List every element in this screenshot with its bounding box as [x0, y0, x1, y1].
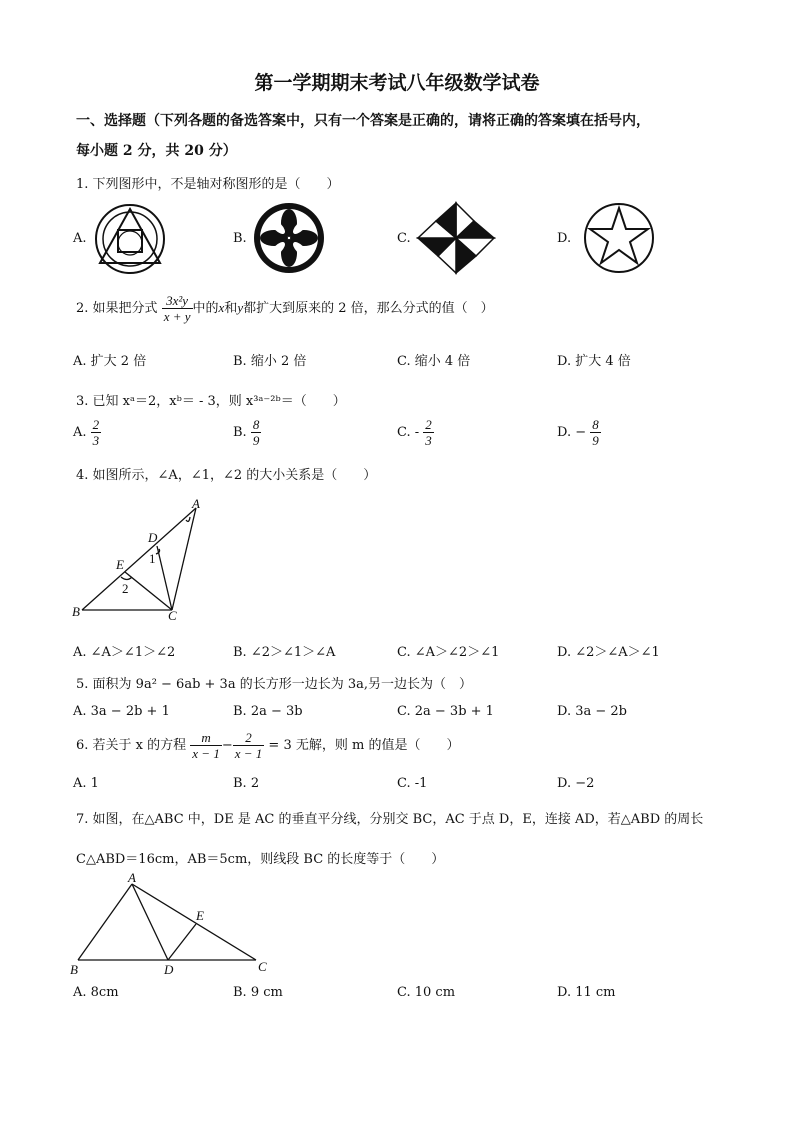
- q5-option-a: A. 3a − 2b + 1: [73, 704, 170, 719]
- q4-label-c: C: [168, 608, 177, 623]
- q6-option-a: A. 1: [73, 776, 99, 791]
- q1-option-c-label: C.: [397, 231, 411, 246]
- question-5-stem: 5. 面积为 9a² − 6ab + 3a 的长方形一边长为 3a,另一边长为（ ）: [76, 677, 472, 692]
- q7-label-e: E: [196, 908, 204, 923]
- q7-label-b: B: [70, 962, 78, 977]
- q6-fraction-1: [190, 730, 222, 761]
- q6-frac2-num: 2: [233, 730, 265, 746]
- q7-option-b: B. 9 cm: [233, 985, 283, 1000]
- q6-stem-before: 6. 若关于 x 的方程: [76, 738, 187, 753]
- q3-option-b: [233, 417, 261, 448]
- q3-a-den: 3: [92, 433, 100, 448]
- q2-stem-before: 2. 如果把分式: [76, 301, 158, 316]
- q6-option-c: C. -1: [397, 776, 428, 791]
- pinwheel-icon: [416, 201, 496, 275]
- q6-stem-after: = 3 无解，则 m 的值是（ ）: [268, 738, 460, 753]
- q1-option-b-label: B.: [233, 231, 247, 246]
- q6-frac1-den: x − 1: [192, 746, 220, 761]
- q3-option-b-fraction: [251, 417, 262, 448]
- q1-option-a-label: A.: [73, 231, 87, 246]
- question-2-stem: [76, 293, 494, 324]
- q5-option-d: D. 3a − 2b: [557, 704, 627, 719]
- q2-frac-numerator: 3x²y: [162, 293, 193, 309]
- q1-option-d-label: D.: [557, 231, 572, 246]
- q3-d-den: 9: [592, 433, 599, 448]
- question-7-stem-line1: 7. 如图，在△ABC 中，DE 是 AC 的垂直平分线，分别交 BC，AC 于点 D，E，连接 AD，若△ABD 的周长: [76, 812, 704, 827]
- q7-option-d: D. 11 cm: [557, 985, 616, 1000]
- q7-triangle-figure: [66, 870, 280, 980]
- circle-four-petals-icon: [252, 201, 326, 275]
- q4-label-d: D: [148, 530, 158, 545]
- question-7-stem-line2: C△ABD＝16cm，AB＝5cm，则线段 BC 的长度等于（ ）: [76, 852, 445, 867]
- q4-option-a: A. ∠A＞∠1＞∠2: [73, 645, 176, 660]
- circle-triangle-square-icon: [92, 201, 168, 277]
- q2-option-c: C. 缩小 4 倍: [397, 354, 471, 369]
- q4-label-e: E: [116, 557, 124, 572]
- q2-frac-denominator: x + y: [163, 309, 191, 324]
- circle-star-icon: [581, 200, 657, 276]
- q7-label-d: D: [164, 962, 174, 977]
- q3-b-num: 8: [252, 417, 260, 432]
- q2-option-d: D. 扩大 4 倍: [557, 354, 631, 369]
- q3-d-num: 8: [592, 417, 599, 432]
- q7-label-a: A: [128, 870, 136, 885]
- question-6-stem: [76, 730, 459, 761]
- q4-option-d: D. ∠2＞∠A＞∠1: [557, 645, 660, 660]
- q3-option-c-label: C. -: [397, 425, 420, 440]
- q7-option-a: A. 8cm: [73, 985, 119, 1000]
- question-3-stem: 3. 已知 xᵃ＝2，xᵇ＝ - 3，则 x³ᵃ⁻²ᵇ＝（ ）: [76, 394, 346, 409]
- page-title: 第一学期期末考试八年级数学试卷: [254, 72, 540, 94]
- q2-fraction: [162, 293, 193, 324]
- q2-var-x: x: [218, 300, 225, 315]
- q3-option-d: [557, 417, 601, 448]
- q4-label-b: B: [72, 604, 80, 619]
- question-1-stem: 1. 下列图形中，不是轴对称图形的是（ ）: [76, 177, 340, 192]
- q4-label-2: 2: [122, 581, 129, 596]
- q4-triangle-figure: [68, 494, 218, 626]
- q6-minus: −: [221, 738, 233, 753]
- q5-option-c: C. 2a − 3b + 1: [397, 704, 494, 719]
- q3-option-a: [73, 417, 101, 448]
- q3-option-a-label: A.: [73, 425, 87, 440]
- q7-label-c: C: [258, 959, 267, 974]
- q2-stem-mid: 中的: [192, 301, 219, 316]
- q2-stem-after: 都扩大到原来的 2 倍，那么分式的值（ ）: [243, 301, 494, 316]
- q3-option-d-label: D. −: [557, 425, 587, 440]
- q2-stem-and: 和: [224, 301, 238, 316]
- q3-a-num: 2: [92, 417, 100, 432]
- q3-option-a-fraction: [91, 417, 102, 448]
- q6-frac2-den: x − 1: [234, 746, 263, 761]
- q4-label-a: A: [192, 496, 200, 511]
- section-heading-line1: 一、选择题（下列各题的备选答案中，只有一个答案是正确的，请将正确的答案填在括号内，: [76, 113, 650, 129]
- q6-option-b: B. 2: [233, 776, 260, 791]
- q3-option-d-fraction: [590, 417, 601, 448]
- q6-option-d: D. −2: [557, 776, 595, 791]
- q7-option-c: C. 10 cm: [397, 985, 456, 1000]
- q5-option-b: B. 2a − 3b: [233, 704, 303, 719]
- q4-option-c: C. ∠A＞∠2＞∠1: [397, 645, 500, 660]
- question-4-stem: 4. 如图所示，∠A，∠1，∠2 的大小关系是（ ）: [76, 468, 377, 483]
- q6-frac1-num: m: [190, 730, 222, 746]
- q2-option-a: A. 扩大 2 倍: [73, 354, 147, 369]
- q4-option-b: B. ∠2＞∠1＞∠A: [233, 645, 336, 660]
- q3-c-num: 2: [425, 417, 432, 432]
- section-heading-line2: 每小题 2 分，共 20 分）: [76, 143, 237, 159]
- q3-option-c-fraction: [423, 417, 434, 448]
- q4-label-1: 1: [149, 551, 156, 566]
- q3-option-b-label: B.: [233, 425, 247, 440]
- q3-option-c: [397, 417, 434, 448]
- q3-b-den: 9: [252, 433, 260, 448]
- q6-fraction-2: [233, 730, 265, 761]
- q3-c-den: 3: [425, 433, 432, 448]
- q2-option-b: B. 缩小 2 倍: [233, 354, 307, 369]
- q2-var-y: y: [237, 300, 244, 315]
